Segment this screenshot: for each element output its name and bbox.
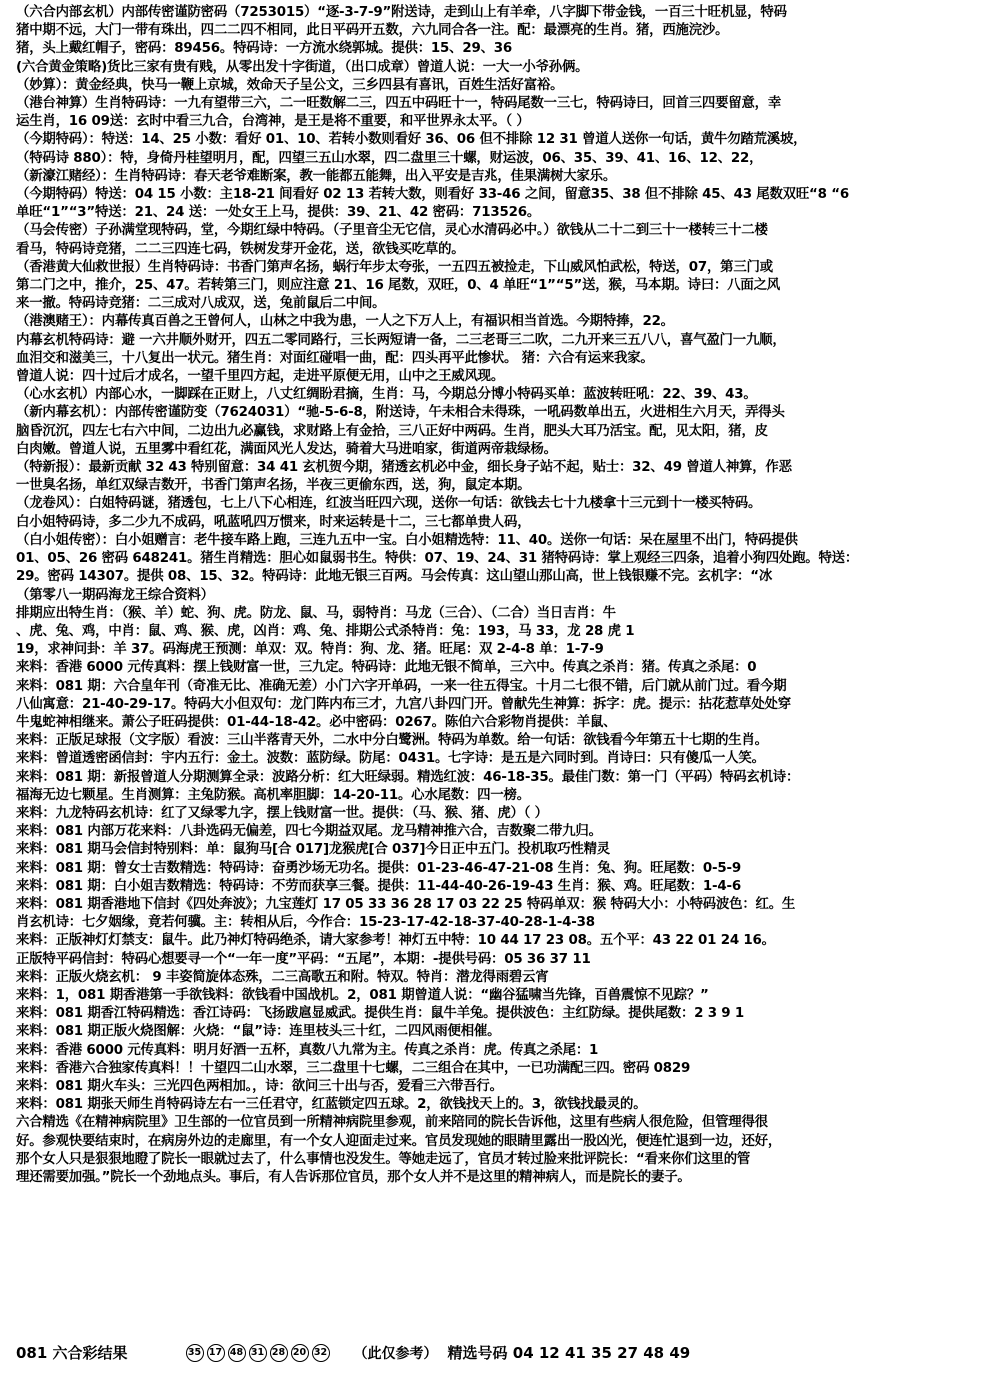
text-line: 、虎、兔、鸡，中肖：鼠、鸡、猴、虎，凶肖：鸡、兔、排期公式杀特肖：兔：193，马 33，龙 28 虎 1 [16, 623, 635, 639]
text-line: 白肉嫩。曾道人说，五里雾中看红花，满面风光人发达，骑着大马进咱家，街道两帝栽绿杨。 [16, 441, 557, 457]
text-line: 来料：1，081 期香港第一手欲钱料：欲钱看中国战机。2，081 期曾道人说：“幽谷猛啸当先锋，百兽震惊不见踪？” [16, 987, 709, 1003]
text-line: （妙算）：黄金经典，快马一鞭上京城，效命天子呈公文，三乡四县有喜讯，百姓生活好富裕。 [16, 77, 564, 93]
text-line: （第零八一期码海龙王综合资料） [16, 587, 214, 603]
text-line: 来料：081 期：新报曾道人分期测算全录：波路分析：红大旺绿弱。精选红波：46-18-35。最佳门数：第一门（平码）特码玄机诗： [16, 769, 800, 785]
document-body [16, 4, 984, 1187]
text-line: 01、05、26 密码 648241。猪生肖精选：胆心如鼠弱书生。特供：07、19、24、31 猪特码诗：掌上观经三四条，追着小狗四处跑。特送： [16, 551, 859, 567]
text-line: 来一撤。特码诗竞猪：二三成对八成双，送，兔前鼠后二中间。 [16, 296, 386, 312]
text-line: (六合黄金策略)货比三家有贵有贱，从零出发十字街道，（出口成章）曾道人说：一大一小爷孙俩。 [16, 59, 589, 75]
text-line: 单旺“1”“3”特送：21、24 送：一处女王上马，提供：39、21、42 密码：713526。 [16, 205, 541, 221]
text-line: （今期特码）：特送：14、25 小数：看好 01、10、若转小数则看好 36、06 但不排除 12 31 曾道人送你一句话，黄牛勿踏荒溪坡， [16, 132, 807, 148]
text-line: 理还需要加强。”院长一个劲地点头。事后，有人告诉那位官员，那个女人并不是这里的精神病人，而是院长的妻子。 [16, 1170, 691, 1185]
text-line: 脑昏沉沉，四左七右六中间，二边出九必赢钱，求财路上有金拾，三八正好中两码。生肖，肥头大耳乃活宝。配，见太阳，猪，皮 [16, 423, 768, 439]
text-line: （白小姐传密）：白小姐赠言：老牛接车路上跑，三连九五中一宝。白小姐精选特：11、40。送你一句话：呆在屋里不出门，特码提供 [16, 532, 798, 548]
text-line: 来料：曾道透密函信封：宇内五行：金土。波数：蓝防绿。防尾：0431。七字诗：是五是六同时到。肖诗曰：只有傻瓜一人笑。 [16, 751, 765, 767]
reference-note: （此仅参考） [353, 1345, 438, 1362]
text-line: （港澳赌王）：内幕传真百兽之王曾何人，山林之中我为患，一人之下万人上，有福识相当首选。今期特捧，22。 [16, 314, 674, 330]
text-line: 血泪交和滋美三，十八复出一状元。猪生肖：对面红碰唱一曲，配：四头再平此惨状。 猪：六合有运来我家。 [16, 350, 654, 366]
text-line: 来料：正版神灯灯禁支：鼠牛。此乃神灯特码绝杀，请大家参考！神灯五中特：10 44 17 23 08。五个平：43 22 01 24 16。 [16, 933, 775, 949]
text-line: 来料：香港 6000 元传真料：明月好酒一五杯，真数八九常为主。传真之杀肖：虎。传真之杀尾：1 [16, 1042, 599, 1058]
text-line: （马会传密）子孙满堂现特码，堂，今期红绿中特码。（子里音尘无它信，灵心水清码必中。）欲钱从二十二到三十一楼转三十二楼 [16, 223, 768, 239]
text-line: 排期应出特生肖：（猴、羊）蛇、狗、虎。防龙、鼠、马，弱特肖：马龙（三合）、（二合）当日吉肖：牛 [16, 605, 616, 621]
text-line: 一世臭名扬，单红双绿吉数开，书香门第声名扬，半夜三更偷东西，送，狗，鼠定本期。 [16, 478, 531, 494]
text-line: 来料：正版足球报（文字版）看波：三山半落青天外，二水中分白鹭洲。特码为单数。给一句话：欲钱看今年第五十七期的生肖。 [16, 733, 768, 749]
text-line: 看马，特码诗竞猪，二二三四连七码，铁树发芽开金花，送，欲钱买吃草的。 [16, 241, 465, 257]
text-line: 来料：正版火烧玄机： 9 丰姿简旋体态殊，二三高歌五和附。特双。特肖：潜龙得雨碧云宵 [16, 969, 549, 985]
text-line: 曾道人说：四十过后才成名，一望千里四方起，走进平原便无用，山中之王威风现。 [16, 369, 505, 385]
text-line: 来料：081 期：曾女士吉数精选：特码诗：奋勇沙场无功名。提供：01-23-46-47-21-08 生肖：兔、狗。旺尾数：0-5-9 [16, 860, 741, 876]
result-ball: 17 [207, 1344, 225, 1362]
text-line: 六合精选《在精神病院里》卫生部的一位官员到一所精神病院里参观，前来陪同的院长告诉他，这里有些病人很危险，但管理得很 [16, 1115, 768, 1131]
text-line: 肖玄机诗：七夕姻缘，竟若何骥。主：转相从后，今作合：15-23-17-42-18-37-40-28-1-4-38 [16, 915, 595, 931]
text-line: 29。密码 14307。提供 08、15、32。特码诗：此地无银三百两。马会传真：这山望山那山高，世上钱银赚不完。玄机字：“冰 [16, 569, 773, 585]
text-line: （香港黄大仙救世报）生肖特码诗：书香门第声名扬，蜗行年步太夸张，一五四五被捡走，下山威风怕武松，特送，07，第三门或 [16, 259, 773, 275]
text-line: （今期特码）特送：04 15 小数：主18-21 间看好 02 13 若转大数，则看好 33-46 之间，留意35、38 但不排除 45、43 尾数双旺“8 “6 [16, 187, 849, 203]
result-ball: 28 [270, 1344, 288, 1362]
text-line: 来料：九龙特码玄机诗：红了又绿零九字，摆上钱财富一世。提供：（马、猴、猪、虎）（ ） [16, 805, 548, 821]
text-line: 来料：香港六合独家传真料！！十望四二山水翠，三二盘里十七螺，二三组合在其中，一已功满配三四。密码 0829 [16, 1060, 691, 1076]
result-ball: 35 [186, 1344, 204, 1362]
text-line: 猪，头上戴红帽子，密码：89456。特码诗：一方流水绕郭城。提供：15、29、36 [16, 41, 513, 57]
text-line: 那个女人只是狠狠地瞪了院长一眼就过去了，什么事情也没发生。等她走远了，官员才转过脸来批评院长：“看来你们这里的管 [16, 1151, 751, 1167]
text-line: 19，求神问卦：羊 37。码海虎王预测：单双：双。特肖：狗、龙、猪。旺尾：双 2-4-8 单：1-7-9 [16, 642, 604, 658]
text-line: 来料：081 期：白小姐吉数精选：特码诗：不劳而获享三餐。提供：11-44-40-26-19-43 生肖：猴、鸡。旺尾数：1-4-6 [16, 878, 741, 894]
text-line: 来料：081 期香港地下信封《四处奔波》；九宝莲灯 17 05 33 36 28 17 03 22 25 特码单双：猴 特码大小：小特码波色：红。生 [16, 896, 796, 912]
text-line: （港台神算）生肖特码诗：一九有望带三六，二一旺数解二三，四五中码旺十一，特码尾数一三七，特码诗曰，回首三四要留意，幸 [16, 96, 782, 112]
text-line: （六合内部玄机）内部传密谨防密码（7253015）“逐-3-7-9”附送诗，走到山上有羊牵，八字脚下带金钱，一百三十旺机显，特码 [16, 5, 787, 20]
text-line: 来料：081 内部万花来料：八卦选码无偏差，四七今期益双尾。龙马精神推六合，吉数聚二带九归。 [16, 824, 602, 840]
text-line: 内幕玄机特码诗：避 一六井顺外财开，四五二零同路行，三长两短请一备，二三老哥三二吹，二九开来三五八八，喜气盈门一九顺， [16, 332, 786, 348]
text-line: 牛鬼蛇神相继来。萧公子旺码提供：01-44-18-42。必中密码：0267。陈伯六合彩物肖提供：羊鼠、 [16, 714, 617, 730]
text-line: 八仙寓意：21-40-29-17。特码大小但双句：龙门阵内布三才，九宫八卦四门开。曾献先生神算：拆字：虎。提示：拈花惹草处处穿 [16, 696, 791, 712]
text-line: 猪中期不远，大门一带有珠出，四二二四不相同，此日平码开五数，六九同合各一注。配：最漂亮的生肖。猪，西施浣沙。 [16, 23, 729, 39]
text-line: 来料：081 期正版火烧图解：火烧：“鼠”诗：连里枝头三十红，二四风雨便相催。 [16, 1024, 501, 1040]
text-line: 第二门之中，推介，25、47。若转第三门，则应注意 21、16 尾数，双旺，0、4 单旺“1”“5”送，猴，马本期。诗曰：八面之风 [16, 278, 780, 294]
text-line: （新内幕玄机）：内部传密谨防变（7624031）“驰-5-6-8，附送诗，午未相合未得珠，一吼码数单出五，火进相生六月天，弄得头 [16, 405, 785, 421]
result-ball: 48 [228, 1344, 246, 1362]
text-line: 福海无边七颗星。生肖测算：主兔防猴。高机率胆脚：14-20-11。心水尾数：四一榜。 [16, 787, 530, 803]
result-balls [186, 1344, 330, 1362]
text-line: 来料：081 期张天师生肖特码诗左右一三任君守，红蓝锁定四五球。2，欲钱找天上的。3，欲钱找最灵的。 [16, 1097, 647, 1113]
text-line: 好。参观快要结束时，在病房外边的走廊里，有一个女人迎面走过来。官员发现她的眼睛里露出一股凶光，便连忙退到一边，还好， [16, 1133, 782, 1149]
results-footer [16, 1342, 984, 1363]
text-line: （龙卷风）：白姐特码谜，猪透包，七上八下心相连，红波当旺四六现，送你一句话：欲钱去七十九楼拿十三元到十一楼买特码。 [16, 496, 762, 512]
text-line: （新濠江赌经）：生肖特码诗：春天老爷难断案，教一能都五能舞，出入平安是吉兆，佳果满树大家乐。 [16, 168, 617, 184]
text-line: （心水玄机）内部心水，一脚踩在正财上，八丈红绸盼君摘，生肖：马，今期总分博小特码买单：蓝波转旺吼：22、39、43。 [16, 387, 757, 403]
text-line: （特新报）：最新贡献 32 43 特别留意：34 41 玄机贺今期，猪透玄机必中金，细长身子站不起，贴士：32、49 曾道人神算，作恶 [16, 460, 792, 476]
text-line: 来料：081 期马会信封特别料：单：鼠狗马[合 017]龙猴虎[合 037]今日正中五门。投机取巧性精灵 [16, 842, 610, 858]
result-ball: 31 [249, 1344, 267, 1362]
text-line: 运生肖，16 09送：玄时中看三九合，台湾神，是王是将不重要，和平世界永太平。（ ） [16, 114, 530, 130]
result-ball: 20 [291, 1344, 309, 1362]
result-ball: 32 [312, 1344, 330, 1362]
text-line: 来料：081 期：六合皇年刊（奇准无比、准确无差）小门六字开单码，一来一往五得宝。十月二七很不错，后门就从前门过。看今期 [16, 678, 787, 694]
selected-numbers: 精选号码 04 12 41 35 27 48 49 [447, 1344, 691, 1362]
text-line: 来料：081 期香江特码精选：香江诗码：飞扬跋扈显威武。提供生肖：鼠牛羊兔。提供波色：主红防绿。提供尾数：2 3 9 1 [16, 1006, 745, 1022]
text-line: 正版特平码信封：特码心想要寻一个“一年一度”平码：“五尾”，本期：-提供号码：05 36 37 11 [16, 951, 591, 967]
results-title: 081 六合彩结果 [16, 1344, 128, 1362]
text-line: 白小姐特码诗，多二少九不成码，吼蓝吼四万惯来，时来运转是十二，三七都单贵人码， [16, 514, 531, 530]
text-line: 来料：081 期火车头：三光四色两相加。，诗：欲问三十出与否，爱看三六带吾行。 [16, 1078, 503, 1094]
text-line: 来料：香港 6000 元传真料：摆上钱财富一世，三九定。特码诗：此地无银不简单，三六中。传真之杀肖：猪。传真之杀尾：0 [16, 660, 757, 676]
text-line: （特码诗 880）：特，身倚丹桂望明月，配，四望三五山水翠，四二盘里三十螺，财运波，06、35、39、41、16、12、22， [16, 150, 763, 166]
